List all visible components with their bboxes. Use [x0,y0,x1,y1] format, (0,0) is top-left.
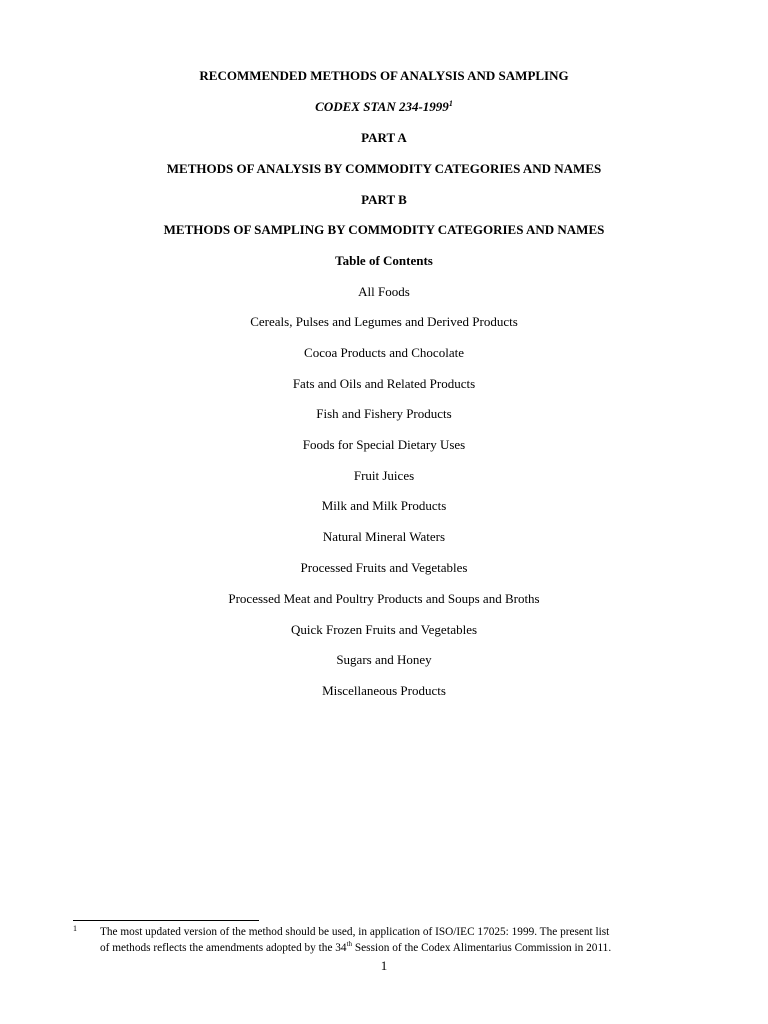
toc-item: Fats and Oils and Related Products [292,376,476,391]
standard-code [0,99,768,115]
toc-item: Milk and Milk Products [321,498,447,513]
standard-code-text: CODEX STAN 234-1999 [315,99,449,114]
part-b-title: METHODS OF SAMPLING BY COMMODITY CATEGORIES AND NAMES [163,222,605,237]
part-a-title: METHODS OF ANALYSIS BY COMMODITY CATEGORIES AND NAMES [166,161,602,176]
toc-item: Natural Mineral Waters [322,529,446,544]
toc-item: Cereals, Pulses and Legumes and Derived Products [250,314,518,329]
page-number: 1 [380,958,388,973]
toc-item: Foods for Special Dietary Uses [302,437,466,452]
footnote-line-2-end: Session of the Codex Alimentarius Commission in 2011. [352,942,612,954]
part-b-label: PART B [361,192,407,207]
footnote-line-1: The most updated version of the method should be used, in application of ISO/IEC 17025: 1999. The present list [100,926,610,938]
toc-item: Processed Fruits and Vegetables [300,560,468,575]
toc-item: Quick Frozen Fruits and Vegetables [290,622,478,637]
document-title: RECOMMENDED METHODS OF ANALYSIS AND SAMPLING [199,68,569,83]
part-a-label: PART A [361,130,407,145]
footnote-reference: 1 [448,99,453,108]
footnote-separator [73,920,259,921]
footnote-line-2 [100,940,693,956]
toc-item: Processed Meat and Poultry Products and Soups and Broths [228,591,540,606]
toc-item: Fish and Fishery Products [316,406,452,421]
toc-item: Fruit Juices [353,468,415,483]
footnote-ordinal-suffix: th [346,940,353,948]
footnote [73,924,693,956]
toc-item: Cocoa Products and Chocolate [304,345,464,360]
footnote-number: 1 [73,924,77,933]
toc-item: Sugars and Honey [336,652,432,667]
footnote-line-2-start: of methods reflects the amendments adopted by the 34 [100,942,347,954]
toc-heading: Table of Contents [335,253,433,268]
toc-item: All Foods [358,284,410,299]
toc-item: Miscellaneous Products [322,683,446,698]
